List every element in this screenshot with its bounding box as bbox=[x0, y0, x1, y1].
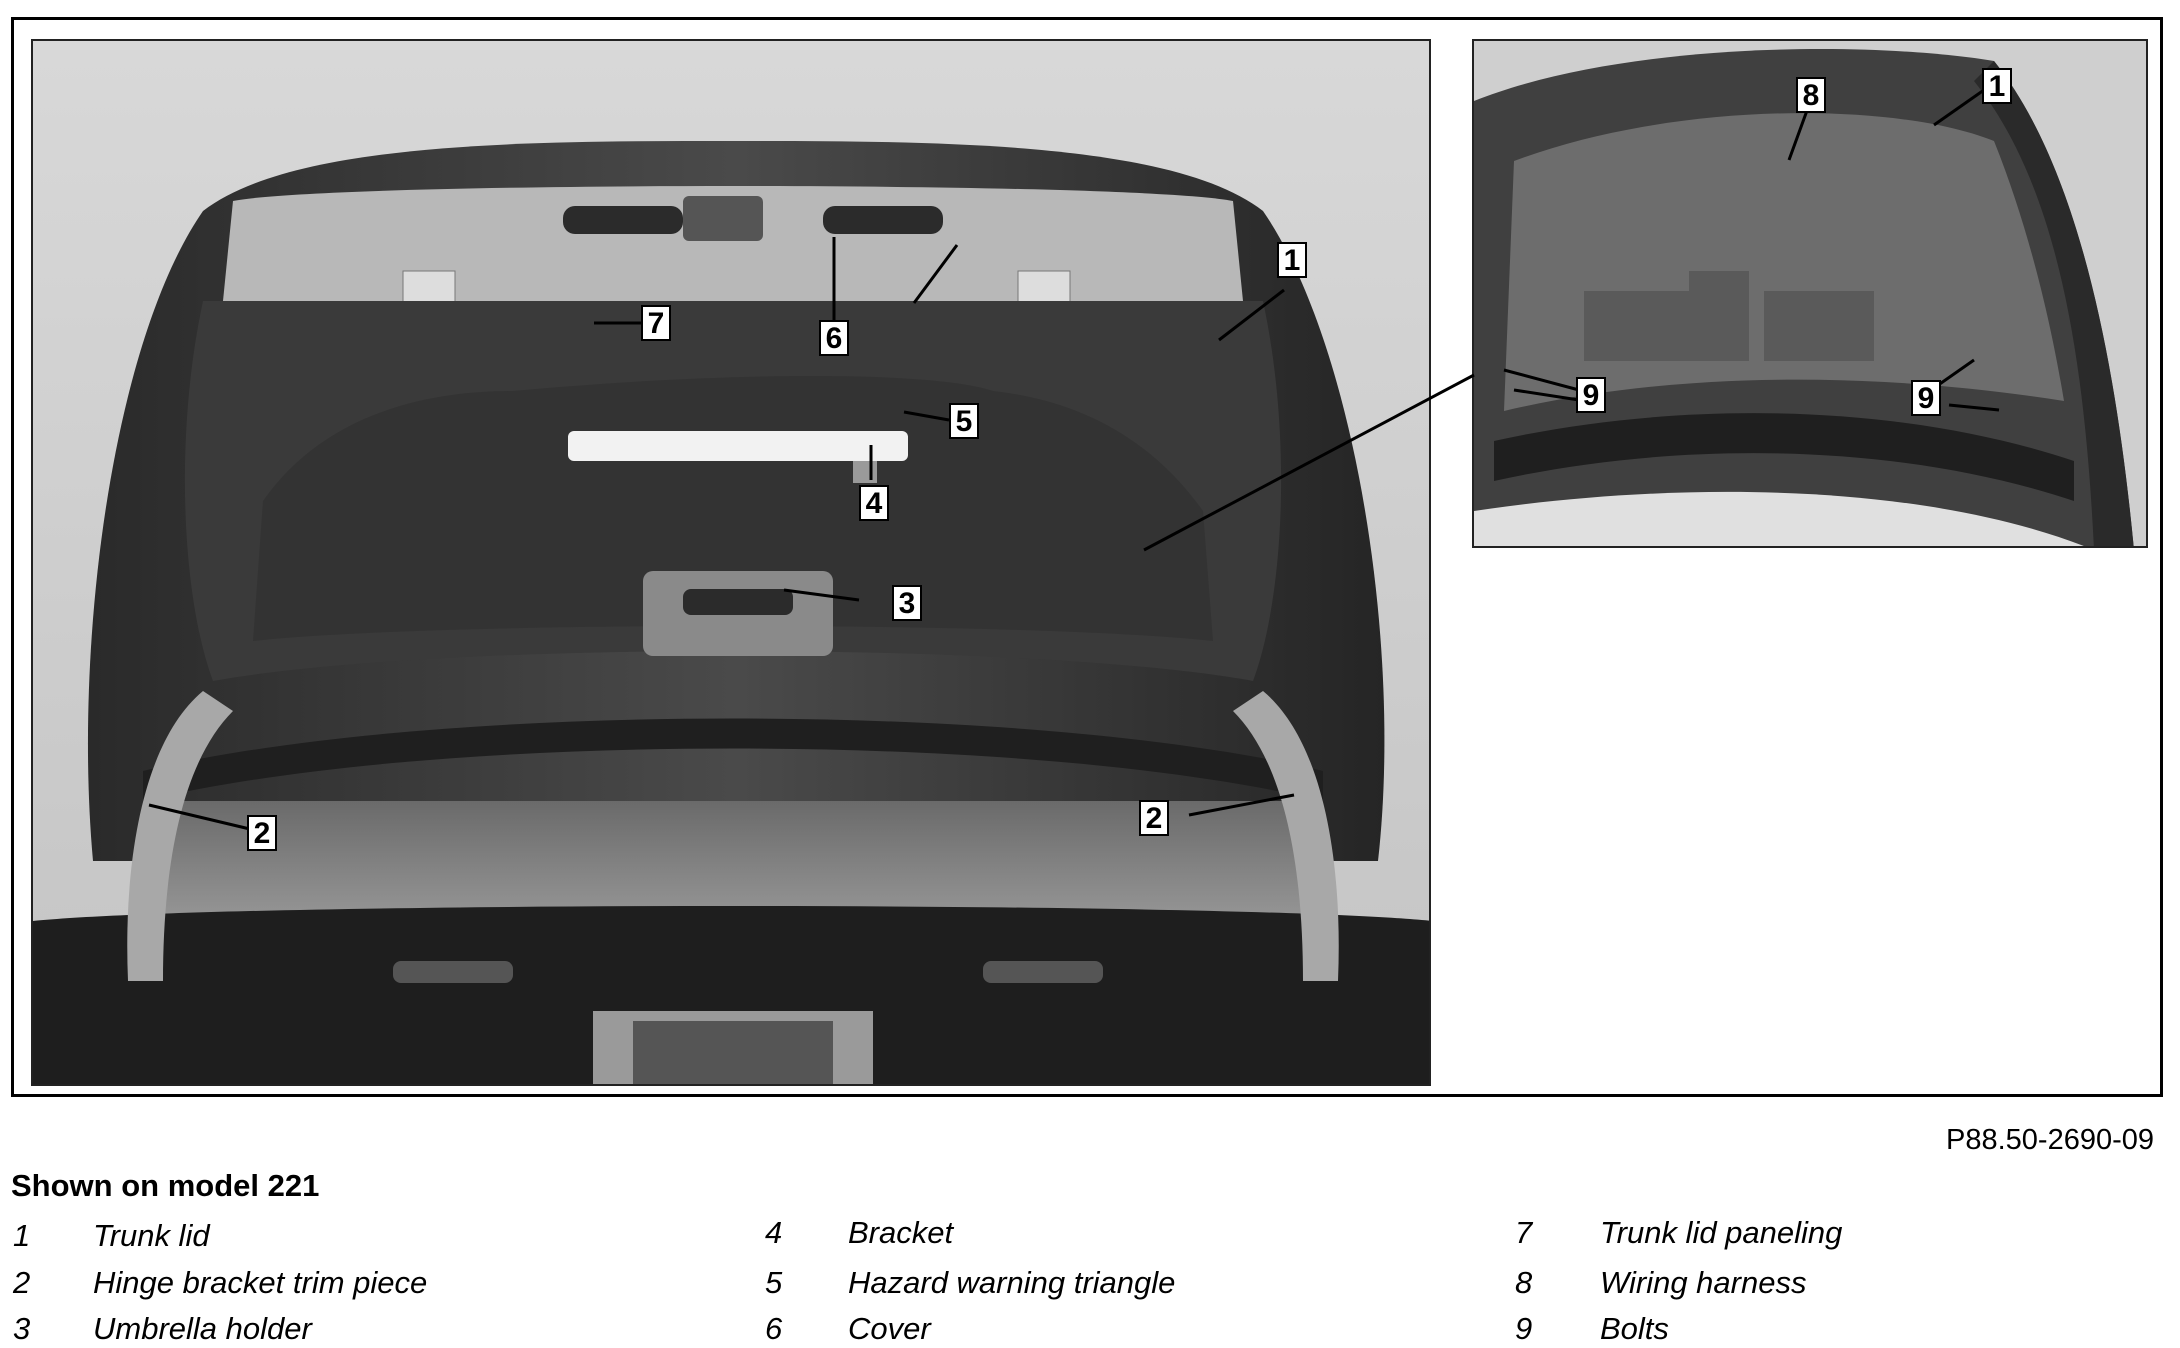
legend-number: 8 bbox=[1515, 1265, 1533, 1300]
callout-2-left: 2 bbox=[247, 815, 277, 851]
callout-5: 5 bbox=[949, 403, 979, 439]
legend-number: 6 bbox=[765, 1311, 783, 1346]
legend-label: Hazard warning triangle bbox=[848, 1265, 1176, 1300]
figure-reference-code: P88.50-2690-09 bbox=[1946, 1124, 2154, 1156]
trunk-lid-illustration bbox=[33, 41, 1431, 1086]
callout-4: 4 bbox=[859, 485, 889, 521]
legend-number: 9 bbox=[1515, 1311, 1533, 1346]
legend-label: Cover bbox=[848, 1311, 931, 1346]
trunk-lid-detail-photo bbox=[1472, 39, 2148, 548]
legend-number: 1 bbox=[13, 1218, 31, 1253]
callout-2-right: 2 bbox=[1139, 800, 1169, 836]
callout-1-detail: 1 bbox=[1982, 68, 2012, 104]
callout-8: 8 bbox=[1796, 77, 1826, 113]
legend-label: Hinge bracket trim piece bbox=[93, 1265, 428, 1300]
legend-label: Trunk lid bbox=[93, 1218, 210, 1253]
callout-6: 6 bbox=[819, 320, 849, 356]
trunk-lid-detail-illustration bbox=[1474, 41, 2148, 548]
legend-label: Bracket bbox=[848, 1215, 954, 1250]
callout-9-right: 9 bbox=[1911, 380, 1941, 416]
legend-label: Umbrella holder bbox=[93, 1311, 312, 1346]
legend-number: 4 bbox=[765, 1215, 783, 1250]
callout-7: 7 bbox=[641, 305, 671, 341]
legend-label: Bolts bbox=[1600, 1311, 1669, 1346]
legend-number: 3 bbox=[13, 1311, 31, 1346]
legend-label: Wiring harness bbox=[1600, 1265, 1807, 1300]
callout-3: 3 bbox=[892, 585, 922, 621]
legend-number: 2 bbox=[13, 1265, 31, 1300]
legend-number: 7 bbox=[1515, 1215, 1533, 1250]
legend-number: 5 bbox=[765, 1265, 783, 1300]
figure-frame bbox=[11, 17, 2163, 1097]
callout-1-main: 1 bbox=[1277, 242, 1307, 278]
caption-title: Shown on model 221 bbox=[11, 1168, 320, 1203]
callout-9-left: 9 bbox=[1576, 377, 1606, 413]
legend-label: Trunk lid paneling bbox=[1600, 1215, 1843, 1250]
trunk-lid-photo bbox=[31, 39, 1431, 1086]
